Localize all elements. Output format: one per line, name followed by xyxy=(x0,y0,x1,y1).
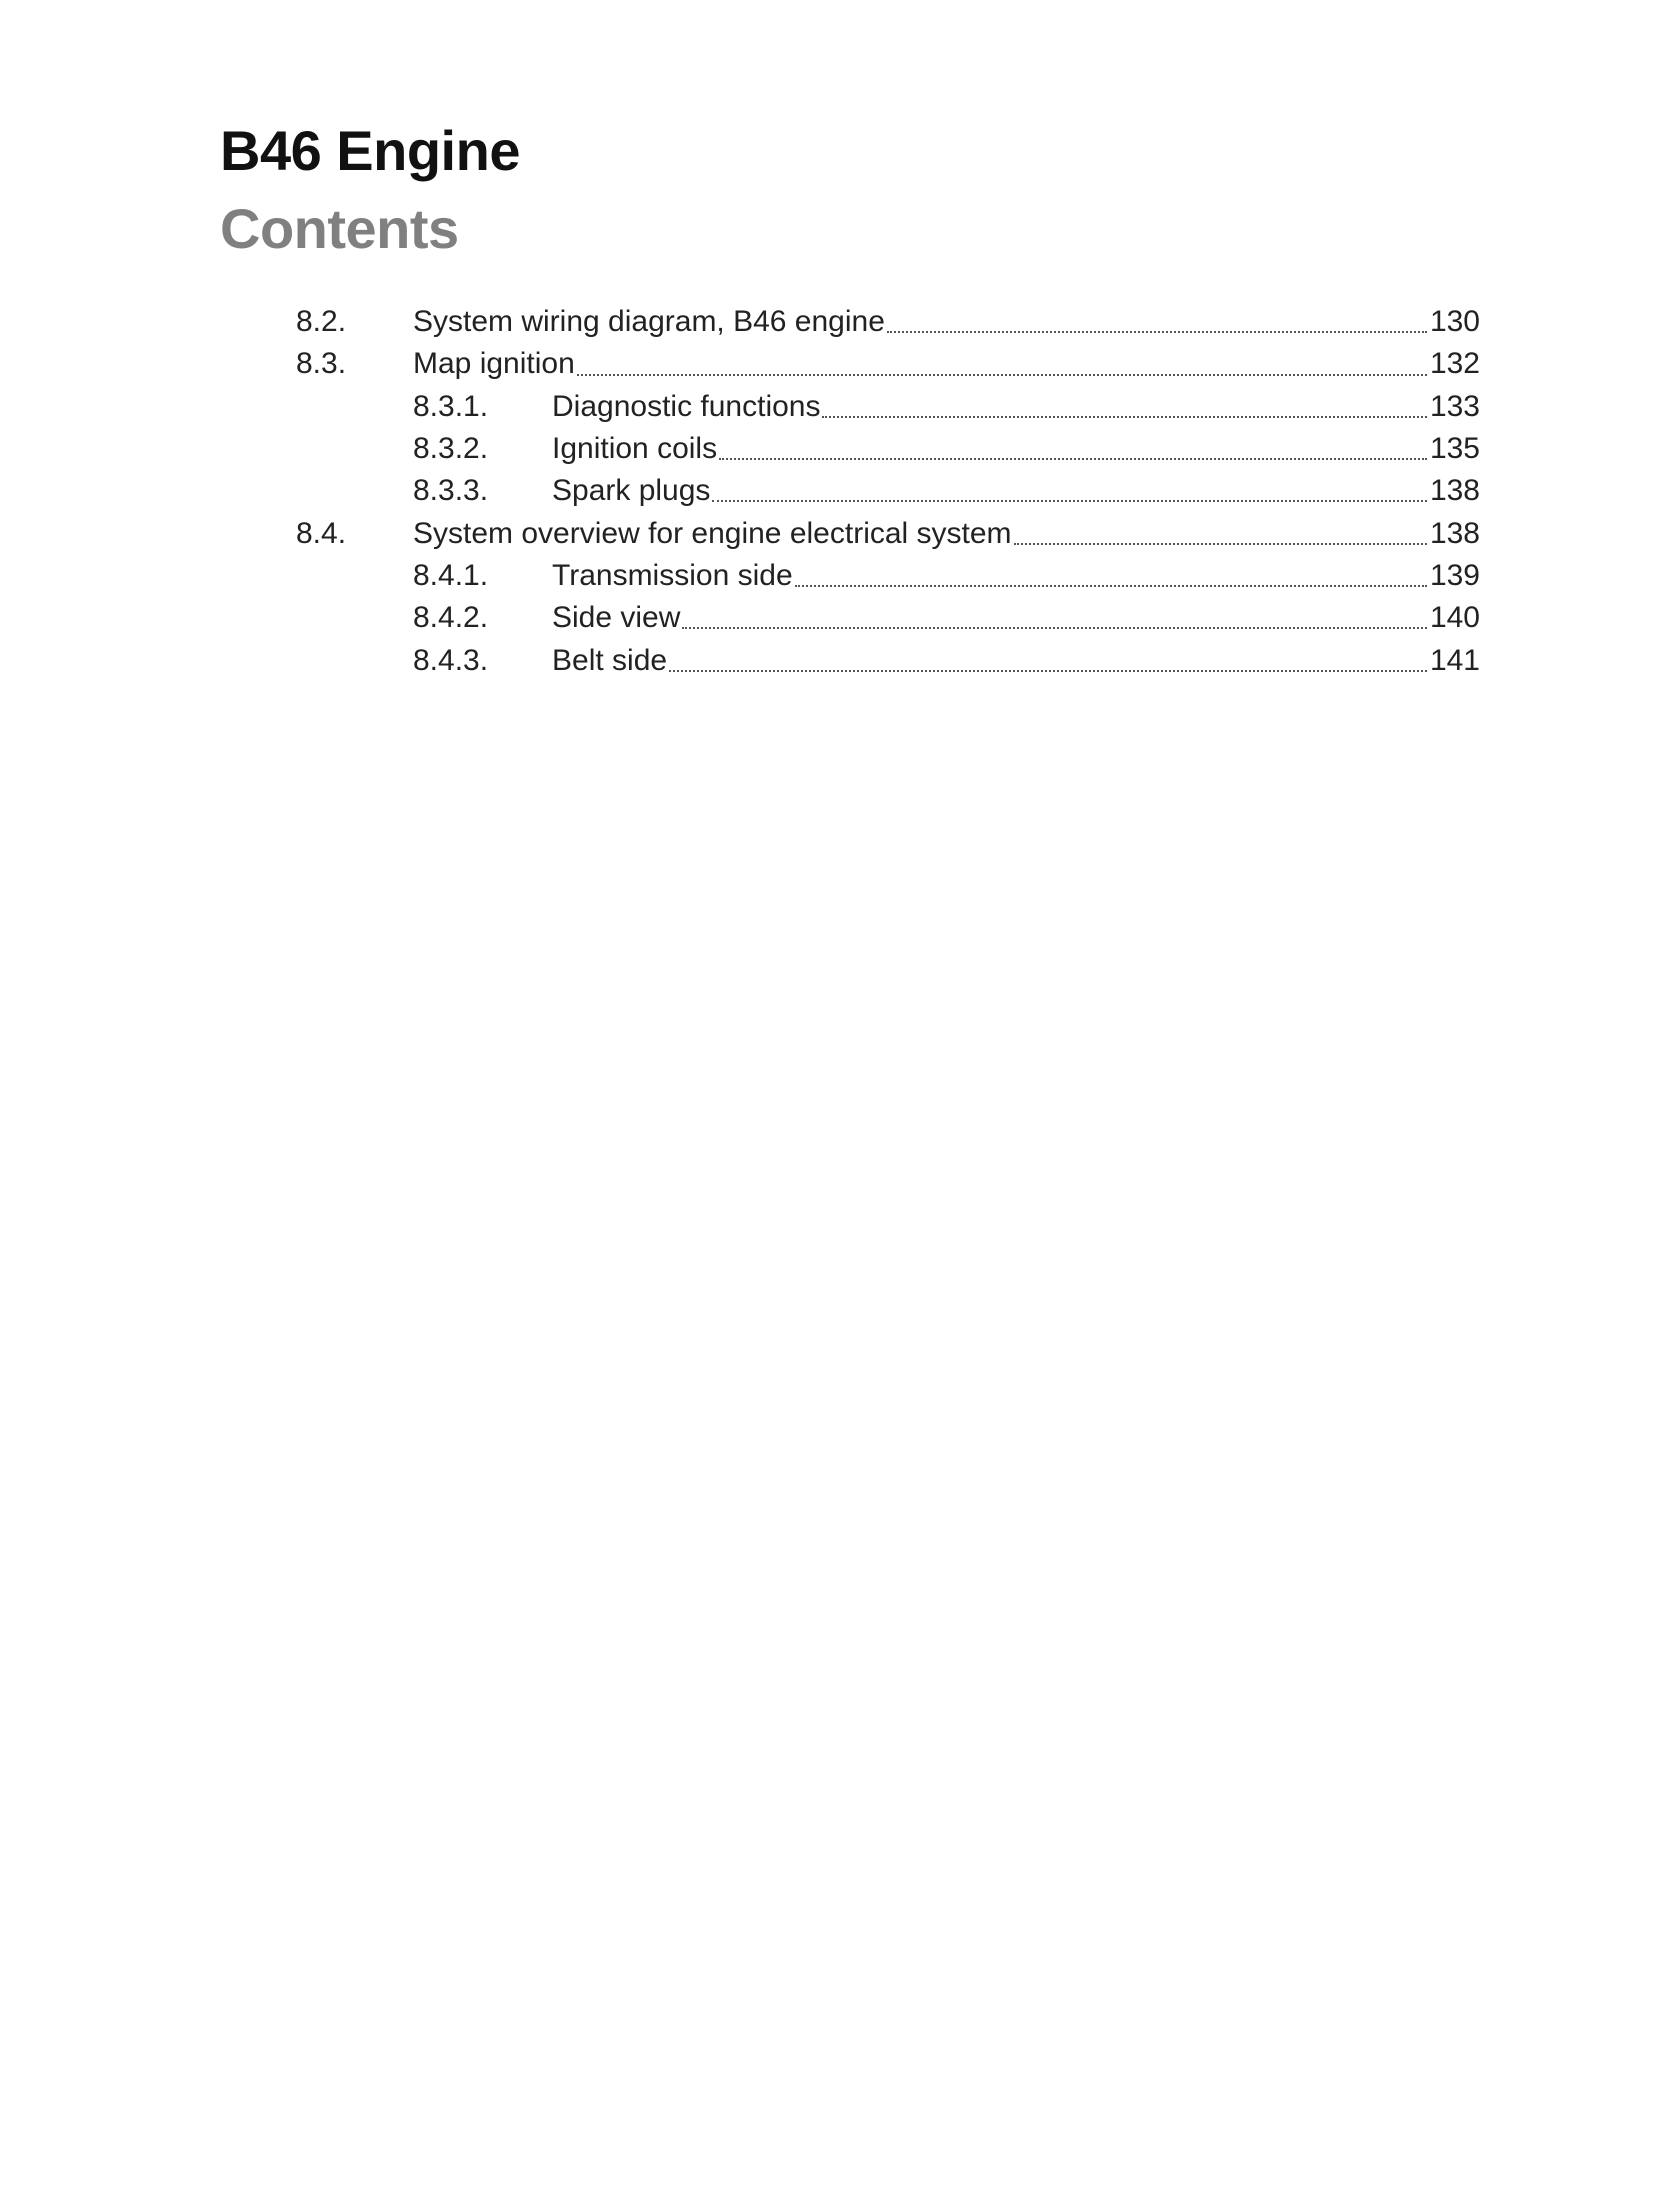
dot-leader xyxy=(795,585,1427,587)
toc-subentry[interactable] xyxy=(296,470,1480,512)
toc-subentry[interactable] xyxy=(296,386,1480,428)
dot-leader xyxy=(887,331,1427,333)
toc-entry-number: 8.4.2. xyxy=(413,601,489,635)
toc-entry-label: Ignition coils xyxy=(552,432,718,466)
table-of-contents xyxy=(296,301,1480,682)
toc-entry-page: 135 xyxy=(1429,432,1480,466)
toc-entry-page: 133 xyxy=(1429,389,1480,423)
toc-entry-number: 8.4. xyxy=(296,516,347,550)
toc-subentry[interactable] xyxy=(296,639,1480,681)
toc-entry-label: System wiring diagram, B46 engine xyxy=(413,305,885,339)
toc-entry-label: Map ignition xyxy=(413,347,575,381)
document-title: B46 Engine xyxy=(220,119,520,182)
document-heading xyxy=(220,112,520,268)
dot-leader xyxy=(577,374,1427,376)
toc-subentry[interactable] xyxy=(296,597,1480,639)
toc-entry[interactable] xyxy=(296,512,1480,554)
toc-entry-number: 8.3.3. xyxy=(413,474,489,508)
dot-leader xyxy=(669,670,1427,672)
toc-entry-label: Side view xyxy=(552,601,681,635)
toc-entry-number: 8.3. xyxy=(296,347,347,381)
toc-entry-page: 139 xyxy=(1429,558,1480,592)
dot-leader xyxy=(712,500,1427,502)
dot-leader xyxy=(822,416,1426,418)
toc-entry-label: Transmission side xyxy=(552,558,793,592)
toc-entry-label: Belt side xyxy=(552,643,668,677)
toc-entry[interactable] xyxy=(296,301,1480,343)
toc-entry[interactable] xyxy=(296,343,1480,385)
toc-entry-page: 141 xyxy=(1429,643,1480,677)
toc-entry-page: 130 xyxy=(1429,305,1480,339)
toc-entry-label: Diagnostic functions xyxy=(552,389,821,423)
toc-entry-number: 8.3.2. xyxy=(413,432,489,466)
toc-entry-number: 8.3.1. xyxy=(413,389,489,423)
toc-entry-number: 8.2. xyxy=(296,305,347,339)
dot-leader xyxy=(1014,543,1427,545)
toc-subentry[interactable] xyxy=(296,555,1480,597)
toc-entry-page: 138 xyxy=(1429,474,1480,508)
toc-entry-page: 132 xyxy=(1429,347,1480,381)
toc-entry-label: System overview for engine electrical system xyxy=(413,516,1012,550)
document-subtitle: Contents xyxy=(220,197,459,260)
toc-entry-number: 8.4.1. xyxy=(413,558,489,592)
toc-entry-number: 8.4.3. xyxy=(413,643,489,677)
dot-leader xyxy=(682,627,1427,629)
toc-subentry[interactable] xyxy=(296,428,1480,470)
dot-leader xyxy=(719,458,1427,460)
toc-entry-label: Spark plugs xyxy=(552,474,711,508)
toc-entry-page: 138 xyxy=(1429,516,1480,550)
toc-entry-page: 140 xyxy=(1429,601,1480,635)
